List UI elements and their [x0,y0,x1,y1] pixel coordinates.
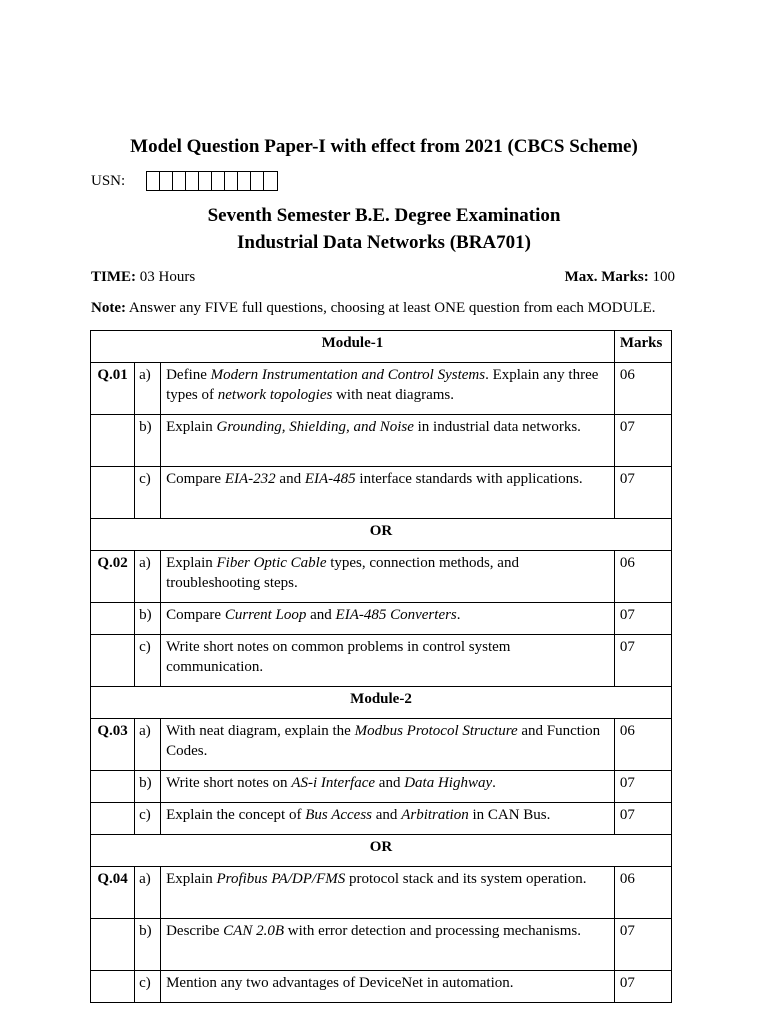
text-segment: and [375,775,405,791]
question-text [161,971,615,1003]
question-part-row [91,467,672,519]
marks-value: 06 [614,551,671,603]
text-segment: . Explain any three types of [166,367,599,403]
text-segment: Explain the concept of [166,807,306,823]
usn-digit-box[interactable] [212,172,225,190]
question-part-row [91,771,672,803]
max-marks-value: 100 [652,269,675,285]
question-number [91,467,135,519]
emphasized-term: Modbus Protocol Structure [354,723,518,739]
emphasized-term: Data Highway [404,775,493,791]
course-title: Industrial Data Networks (BRA701) [237,232,531,253]
emphasized-term: Current Loop [224,607,307,623]
part-label: a) [135,363,161,415]
marks-value: 07 [614,603,671,635]
question-text [161,467,615,519]
note-label: Note: [91,300,126,316]
part-label: a) [135,867,161,919]
time-value: 03 Hours [139,269,196,285]
emphasized-term: Arbitration [401,807,469,823]
part-label: c) [135,467,161,519]
text-segment: Describe [166,923,224,939]
text-segment: and [306,607,336,623]
question-number [91,971,135,1003]
question-part-row [91,971,672,1003]
emphasized-term: Grounding, Shielding, and Noise [216,419,414,435]
question-text [161,415,615,467]
question-text [161,551,615,603]
question-table-container [90,330,672,1003]
paper-title: Model Question Paper-I with effect from 2021 (CBCS Scheme) [130,136,638,157]
usn-digit-box[interactable] [264,172,277,190]
text-segment: Explain [166,419,217,435]
marks-value: 07 [614,803,671,835]
module-title: Module-2 [91,687,672,719]
text-segment: with error detection and processing mechanisms. [284,923,581,939]
marks-header: Marks [614,331,671,363]
question-number: Q.01 [91,363,135,415]
question-number [91,919,135,971]
or-separator: OR [91,519,672,551]
max-marks-label: Max. Marks: [564,269,649,285]
part-label: b) [135,415,161,467]
text-segment: Explain [166,871,217,887]
part-label: b) [135,771,161,803]
module-header-row [91,687,672,719]
question-text [161,635,615,687]
marks-value: 07 [614,467,671,519]
usn-digit-box[interactable] [186,172,199,190]
marks-value: 06 [614,867,671,919]
or-row [91,835,672,867]
question-part-row [91,363,672,415]
question-table [90,330,672,1003]
text-segment: Compare [166,471,225,487]
marks-value: 06 [614,719,671,771]
question-number [91,803,135,835]
module-title: Module-1 [91,331,615,363]
question-text [161,803,615,835]
question-number [91,771,135,803]
part-label: a) [135,719,161,771]
text-segment: Compare [166,607,225,623]
question-text [161,363,615,415]
emphasized-term: EIA-485 Converters [335,607,457,623]
part-label: c) [135,635,161,687]
emphasized-term: Modern Instrumentation and Control Systems [210,367,486,383]
usn-digit-box[interactable] [147,172,160,190]
time-label: TIME: [91,269,136,285]
text-segment: and [275,471,305,487]
marks-value: 07 [614,635,671,687]
question-part-row [91,919,672,971]
usn-digit-box[interactable] [199,172,212,190]
usn-digit-box[interactable] [173,172,186,190]
emphasized-term: CAN 2.0B [223,923,284,939]
text-segment: Write short notes on [166,775,292,791]
text-segment: and [372,807,402,823]
emphasized-term: EIA-485 [304,471,356,487]
time-info [91,269,195,286]
text-segment: in CAN Bus. [468,807,551,823]
text-segment: and Function Codes. [166,723,601,759]
question-number: Q.04 [91,867,135,919]
usn-input-boxes[interactable] [146,171,278,191]
usn-digit-box[interactable] [160,172,173,190]
text-segment: Explain [166,555,217,571]
question-number [91,635,135,687]
usn-digit-box[interactable] [238,172,251,190]
question-number: Q.03 [91,719,135,771]
question-text [161,719,615,771]
emphasized-term: Bus Access [305,807,373,823]
instructions-note [91,300,656,317]
marks-value: 07 [614,771,671,803]
question-part-row [91,603,672,635]
part-label: b) [135,919,161,971]
question-part-row [91,867,672,919]
question-part-row [91,551,672,603]
question-text [161,603,615,635]
question-part-row [91,803,672,835]
part-label: b) [135,603,161,635]
text-segment: with neat diagrams. [332,387,454,403]
text-segment: Write short notes on common problems in control system communication. [166,639,511,675]
exam-title: Seventh Semester B.E. Degree Examination [207,205,561,226]
question-text [161,771,615,803]
emphasized-term: EIA-232 [224,471,276,487]
question-part-row [91,635,672,687]
question-number: Q.02 [91,551,135,603]
part-label: a) [135,551,161,603]
part-label: c) [135,971,161,1003]
text-segment: . [492,775,496,791]
question-text [161,867,615,919]
or-separator: OR [91,835,672,867]
marks-value: 07 [614,919,671,971]
marks-value: 07 [614,971,671,1003]
text-segment: protocol stack and its system operation. [345,871,587,887]
question-text [161,919,615,971]
usn-digit-box[interactable] [251,172,264,190]
text-segment: Mention any two advantages of DeviceNet in automation. [166,975,514,991]
text-segment: . [456,607,461,623]
marks-value: 06 [614,363,671,415]
module-header-row [91,331,672,363]
emphasized-term: AS-i Interface [291,775,376,791]
text-segment: Define [166,367,211,383]
question-number [91,603,135,635]
text-segment: types, connection methods, and troubleshooting steps. [166,555,519,591]
max-marks-info [520,269,675,286]
note-text: Answer any FIVE full questions, choosing at least ONE question from each MODULE. [128,300,656,316]
marks-value: 07 [614,415,671,467]
emphasized-term: Profibus PA/DP/FMS [216,871,346,887]
emphasized-term: network topologies [217,387,333,403]
usn-digit-box[interactable] [225,172,238,190]
text-segment: in industrial data networks. [413,419,581,435]
text-segment: With neat diagram, explain the [166,723,355,739]
usn-label: USN: [91,173,126,189]
emphasized-term: Fiber Optic Cable [216,555,327,571]
question-number [91,415,135,467]
or-row [91,519,672,551]
question-part-row [91,415,672,467]
text-segment: interface standards with applications. [355,471,583,487]
question-part-row [91,719,672,771]
part-label: c) [135,803,161,835]
